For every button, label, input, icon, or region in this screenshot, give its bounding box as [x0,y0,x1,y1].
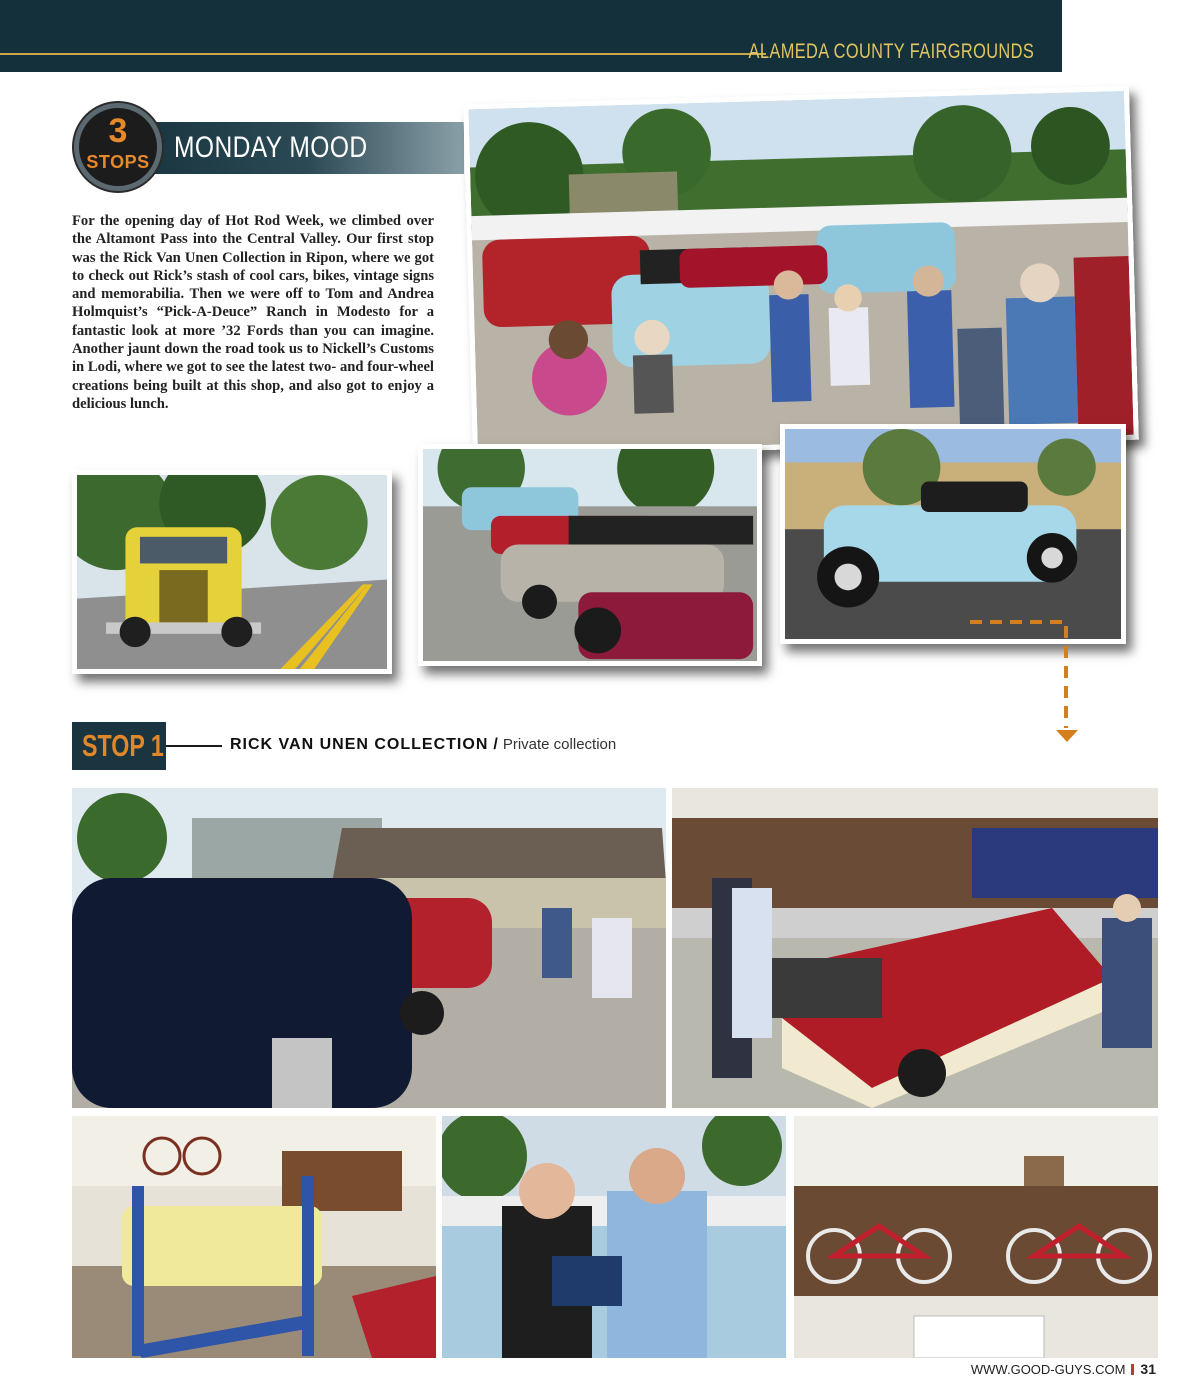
photo-blue-roadster [780,424,1126,644]
page-number: 31 [1140,1361,1156,1377]
stop-separator: / [493,736,498,753]
connector-arrow-icon [968,618,1088,748]
venue-title: ALAMEDA COUNTY FAIRGROUNDS [748,40,1034,63]
photo-crowd-at-show [463,86,1139,458]
photo-yellow-truck [72,470,392,674]
stop-label: STOP 1 [82,728,164,763]
header-rule [0,53,766,55]
footer-divider [1131,1364,1134,1375]
intro-paragraph: For the opening day of Hot Rod Week, we climbed over the Altamont Pass into the Central Valley. Our first stop was the Rick Van Unen Collection in Ripon, where we got to check out Rick’s stash of cool cars, bikes, vintage signs and memorabilia. Then we were off to Tom and Andrea Holmquist’s “Pick-A-Deuce” Ranch in Modesto for a fantastic look at more ’32 Fords than you can imagine. Another jaunt down the road took us to Nickell’s Customs in Lodi, where we got to see the latest two- and four-wheel creations being built at this shop, and also got to enjoy a delicious lunch. [72,213,434,412]
stops-number: 3 [108,112,128,150]
stop-label-box [72,722,166,770]
stop-name: RICK VAN UNEN COLLECTION [230,736,489,753]
stop-type: Private collection [502,736,617,753]
photo-cars-row [418,444,762,666]
stop-heading [230,736,616,754]
photo-red-pickup-shop [672,788,1158,1108]
footer-site: WWW.GOOD-GUYS.COM [970,1362,1126,1377]
photo-award-presentation [442,1116,786,1358]
stop-divider [166,745,222,747]
stops-badge [74,103,162,191]
photo-wagon-on-lift [72,1116,436,1358]
header-band [0,0,1062,72]
photo-collection-exterior [72,788,666,1108]
stops-label: STOPS [86,152,150,172]
photo-vintage-bicycles [794,1116,1158,1358]
section-title: MONDAY MOOD [174,131,368,164]
section-banner [120,122,464,174]
page-footer [971,1361,1156,1377]
